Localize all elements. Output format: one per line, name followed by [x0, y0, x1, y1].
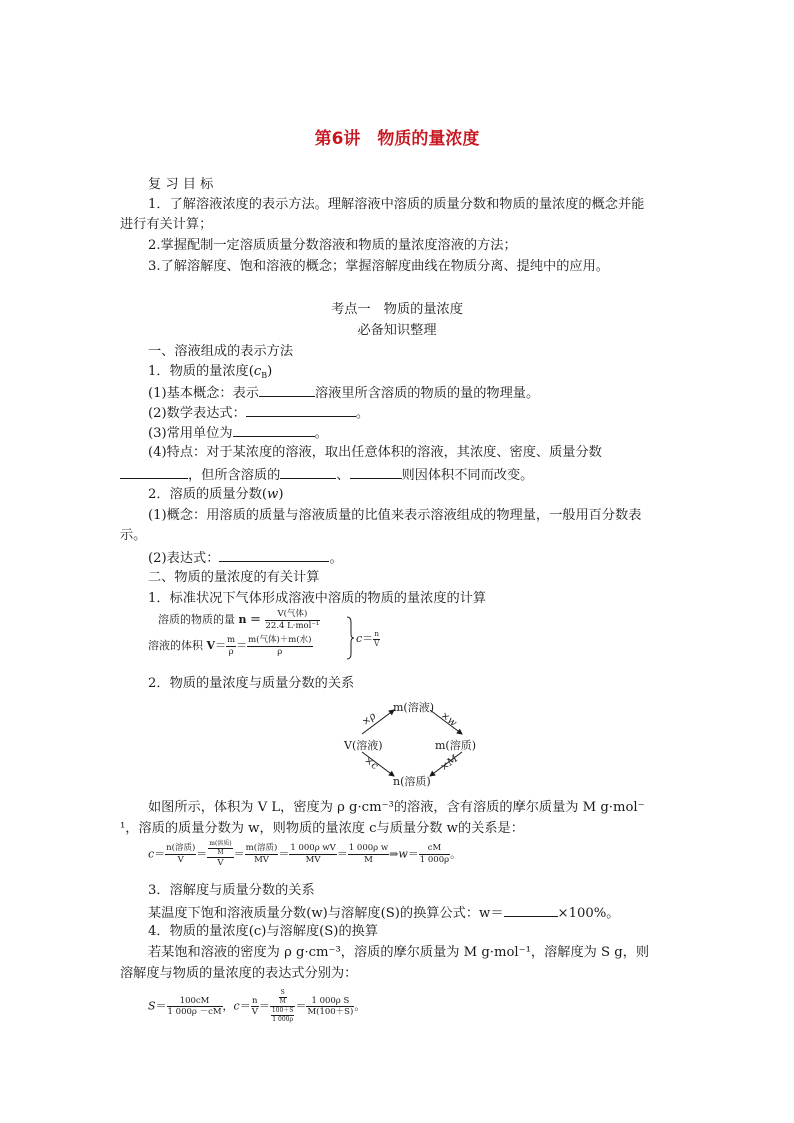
section-title: 考点一 物质的量浓度: [331, 302, 463, 317]
f2-V: V: [206, 639, 216, 652]
f1-den: 22.4 L·mol⁻¹: [265, 620, 320, 631]
f2-m: m: [227, 635, 236, 645]
part2-heading: 二、物质的量浓度的有关计算: [148, 570, 320, 585]
e2-c: c: [233, 999, 240, 1013]
e2-f3-dd: 1 000ρ: [272, 1016, 293, 1023]
e2-f3-den: [270, 1007, 296, 1023]
gas-formula-2: 溶液的体积 V＝ $\frac{m}{\rho}$ ＝ $\frac{\text{m(气体)＋m(水)}}{\rho}$: [148, 635, 312, 657]
e2-f3-dn: 100＋S: [271, 1007, 294, 1014]
e2-f4-den: M(100＋S): [307, 1007, 354, 1017]
e1-frac1: [165, 844, 196, 864]
e1-c: c: [148, 847, 155, 861]
e2-f3-num-inner: [279, 990, 287, 1005]
objective-1a: 1．了解溶液浓度的表示方法。理解溶液中溶质的质量分数和物质的量浓度的概念并能: [148, 197, 645, 212]
e2-frac3: [270, 990, 296, 1023]
equation-s-c: S＝ $\frac{100cM}{1 000\rho -cM}$ ，c＝ $\frac{n}{V}$ ＝ $\frac{\frac{S}{M}}{\frac{100+S}{1 000\rho}}$ ＝ $\frac{\text{1 000ρ S}}{M(100+S)}$ 。: [148, 989, 366, 1023]
e1-end: 。: [450, 847, 462, 861]
e1-frac2: [207, 841, 233, 868]
page-title: 第6讲 物质的量浓度: [314, 129, 480, 149]
f2-num: m(气体)＋m(水): [248, 635, 312, 645]
section-subtitle: 必备知识整理: [357, 323, 437, 338]
f3-den: V: [374, 639, 380, 648]
part1-m1a: (1)概念：用溶质的质量与溶液质量的比值来表示溶液组成的物理量，一般用百分数表: [148, 508, 642, 523]
e2-frac2: [251, 997, 259, 1017]
objective-3: 3.了解溶解度、饱和溶液的概念；掌握溶解度曲线在物质分离、提纯中的应用。: [148, 259, 609, 274]
f3-frac: [373, 631, 380, 648]
l1-pre: (1)基本概念：表示: [148, 386, 259, 401]
diagram-node-top: m(溶液): [393, 701, 435, 714]
h1-pre: 1．物质的量浓度(: [148, 364, 254, 379]
equation-c-w: c＝ $\frac{\text{n(溶质)}}{V}$ ＝ $\frac{\frac{\text{m(溶质)}}{M}}{V}$ ＝ $\frac{\text{m(溶质)}}{MV}$ ＝ $\frac{\text{1 000ρ wV}}{MV}$ ＝ $\frac{\text{1 000ρ w}}{M}$ ⇒w＝ $\frac{cM}{1 000\rho}$ 。: [148, 840, 462, 868]
f2-frac-a: [226, 636, 236, 656]
p3-pre: 某温度下饱和溶液质量分数(w)与溶解度(S)的换算公式：w＝: [148, 906, 504, 921]
l3-pre: (3)常用单位为: [148, 426, 233, 441]
e2-f2-den: V: [251, 1007, 258, 1017]
h2-post: ): [278, 487, 284, 502]
e1-f3-den: MV: [254, 854, 269, 865]
f1-num: V(气体): [265, 610, 321, 621]
objective-1b: 进行有关计算；: [120, 217, 213, 232]
e2-sep: ，: [222, 999, 234, 1013]
diagram-node-right: m(溶质): [435, 739, 477, 752]
blank: [120, 465, 188, 479]
m2-pre: (2)表达式：: [148, 551, 220, 566]
f1-label: 溶质的物质的量: [158, 613, 235, 626]
e2-S: S: [148, 999, 156, 1013]
e1-f1-num: n(溶质): [166, 843, 196, 854]
e2-f1-den: 1 000ρ －cM: [167, 1007, 222, 1017]
p3-post: ×100%。: [557, 906, 620, 921]
edge-label-c: ×c: [362, 754, 380, 773]
objective-2: 2.掌握配制一定溶质质量分数溶液和物质的量浓度溶液的方法；: [148, 238, 517, 253]
e1-f4-den: MV: [305, 854, 321, 865]
f2-label: 溶液的体积: [148, 639, 203, 652]
h2-pre: 2．溶质的质量分数(: [148, 487, 268, 502]
h1-post: ): [267, 364, 273, 379]
l4-b1: ，但所含溶质的: [188, 468, 281, 483]
part1-line4b: [120, 465, 533, 485]
e2-f1-num: 100cM: [167, 997, 223, 1008]
part2-h1: 1．标准状况下气体形成溶液中溶质的物质的量浓度的计算: [148, 591, 487, 606]
part2-h4: 4．物质的量浓度(c)与溶解度(S)的换算: [148, 924, 379, 939]
f2-frac-b: [247, 636, 312, 656]
e2-f3-den-inner: [271, 1008, 295, 1023]
e2-f2-num: n: [252, 995, 258, 1006]
e2-frac1: [167, 997, 223, 1017]
f3-c: c: [356, 632, 363, 645]
gas-formula-3: c＝ $\frac{n}{V}$: [356, 629, 380, 648]
m2-post: 。: [329, 551, 343, 566]
part1-line4a: (4)特点：对于某浓度的溶液，取出任意体积的溶液，其浓度、密度、质量分数: [148, 445, 602, 460]
part1-line1: [148, 383, 539, 403]
e1-f1-den: V: [177, 854, 184, 865]
blank: [280, 465, 336, 479]
part1-h1: [148, 363, 272, 385]
e1-frac4: [289, 844, 336, 864]
part1-m1b: 示。: [120, 528, 147, 543]
e2-f4-num: 1 000ρ S: [306, 997, 354, 1008]
e1-arrow: ⇒: [389, 847, 399, 861]
e1-f2-num: [207, 841, 233, 858]
e1-f2-nn: m(溶质): [209, 840, 232, 847]
diagram-node-left: V(溶液): [344, 739, 383, 752]
blank: [350, 465, 402, 479]
part2-p1a: 如图所示，体积为 V L，密度为 ρ g·cm⁻³的溶液，含有溶质的摩尔质量为 M g·mol⁻: [148, 800, 645, 815]
e1-f2-nd: M: [217, 849, 224, 856]
blank: [219, 548, 329, 562]
part1-line2: [148, 403, 369, 423]
f2-den: ρ: [277, 646, 283, 657]
e1-f6-num: cM: [419, 844, 450, 855]
l1-post: 溶液里所含溶质的物质的量的物理量。: [315, 386, 540, 401]
e1-f3-num: m(溶质): [245, 843, 278, 854]
e1-frac5: [348, 844, 389, 864]
h1-sub: B: [261, 371, 268, 380]
part1-heading: 一、溶液组成的表示方法: [148, 344, 294, 359]
blank: [504, 903, 558, 917]
part2-h3: 3．溶解度与质量分数的关系: [148, 883, 315, 898]
diagram-node-bottom: n(溶质): [393, 775, 431, 788]
part2-p3: [148, 903, 619, 923]
f2-rho: ρ: [228, 646, 234, 657]
objectives-heading: 复 习 目 标: [148, 177, 214, 192]
e1-f4-num: 1 000ρ wV: [290, 843, 336, 854]
e2-f3-num: [270, 990, 296, 1007]
e1-f5-den: M: [364, 854, 373, 865]
f1-frac: [265, 610, 321, 630]
h1-sym: c: [253, 364, 262, 379]
blank: [233, 423, 315, 437]
e1-frac3: [245, 844, 279, 864]
l4-b2: 、: [336, 468, 350, 483]
edge-label-rho: ×ρ: [360, 710, 379, 729]
blank: [259, 383, 315, 397]
e2-f3-nd: M: [279, 998, 286, 1005]
edge-label-w: ×w: [438, 710, 459, 729]
e2-end: 。: [354, 999, 366, 1013]
l4-b3: 则因体积不同而改变。: [401, 468, 534, 483]
e1-f5-num: 1 000ρ w: [348, 843, 389, 854]
l2-post: 。: [355, 406, 369, 421]
e1-f6-den: 1 000ρ: [419, 854, 450, 865]
part1-line3: [148, 423, 328, 443]
edge-label-M: ×M: [438, 753, 461, 774]
gas-formula-1: 溶质的物质的量 n ＝ $\frac{\text{V(气体)}}{\text{22.4 L·mol⁻¹}}$: [158, 609, 320, 631]
part2-h2: 2．物质的量浓度与质量分数的关系: [148, 676, 355, 691]
part1-h2: [148, 486, 284, 504]
e2-frac4: [306, 997, 354, 1017]
l2-pre: (2)数学表达式：: [148, 406, 246, 421]
h2-sym: w: [267, 487, 279, 502]
part2-p1b: ¹，溶质的质量分数为 w，则物质的量浓度 c与质量分数 w的关系是：: [120, 821, 524, 836]
e1-frac6: [419, 844, 450, 864]
e2-f3-nn: S: [279, 990, 287, 998]
e1-f2-den: V: [217, 858, 224, 868]
f3-num: n: [374, 629, 379, 638]
part2-p4b: 溶解度与物质的量浓度的表达式分别为：: [120, 966, 358, 981]
f1-n: n: [238, 613, 247, 626]
e1-f2-inner: [208, 841, 232, 856]
part1-m2: [148, 548, 343, 568]
blank: [246, 403, 356, 417]
part2-p4a: 若某饱和溶液的密度为 ρ g·cm⁻³，溶质的摩尔质量为 M g·mol⁻¹，溶解度为 S g，则: [148, 945, 650, 960]
right-brace-icon: [346, 616, 354, 660]
l3-post: 。: [314, 426, 328, 441]
e1-w: w: [398, 847, 408, 861]
